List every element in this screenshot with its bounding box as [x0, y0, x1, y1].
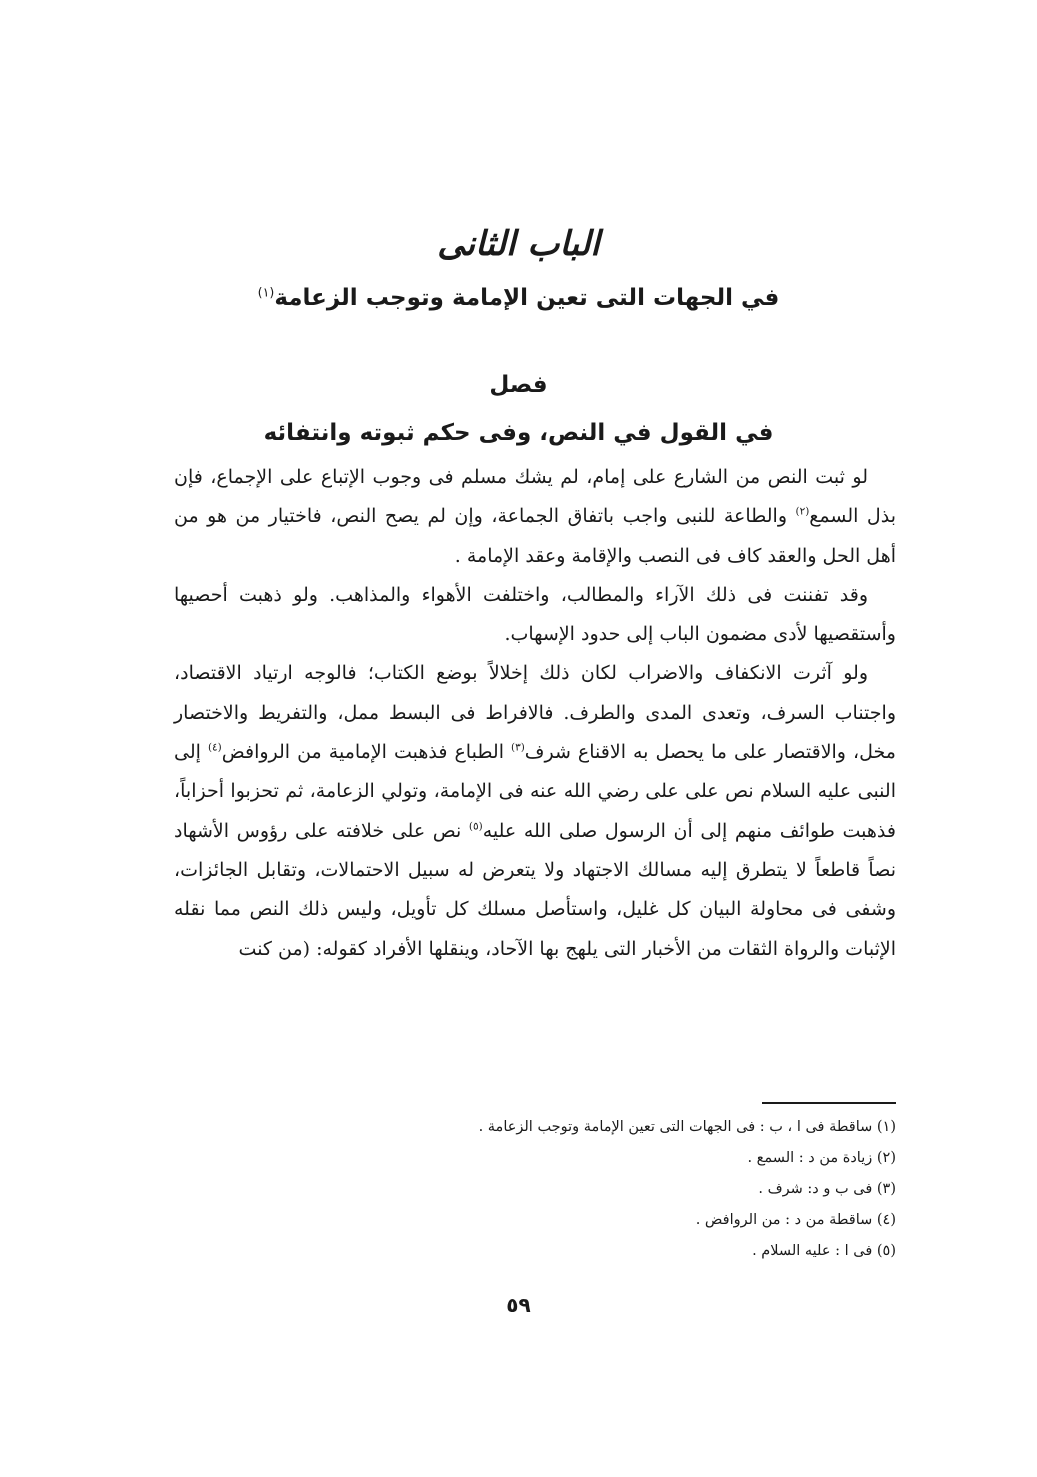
section-label: فصل	[489, 372, 548, 398]
footnote-1: (١) ساقطة فى ا ، ب : فى الجهات التى تعين الإمامة وتوجب الزعامة .	[478, 1119, 896, 1135]
paragraph-1-text-a: لو ثبت النص من الشارع على إمام، لم يشك مسلم فى وجوب الإتباع على الإجماع، فإن بذل السمع	[174, 466, 896, 528]
body-text	[174, 458, 896, 969]
footnote-5: (٥) فى ا : عليه السلام .	[752, 1243, 896, 1259]
footnote-4: (٤) ساقطة من د : من الروافض .	[695, 1212, 896, 1228]
footnote-3: (٣) فى ب و د: شرف .	[758, 1181, 896, 1197]
paragraph-3-text-a: ولو آثرت الانكفاف والاضراب لكان ذلك إخلالاً بوضع الكتاب؛ فالوجه ارتياد الاقتصاد، واجتناب السرف، وتعدى المدى والطرف. فالافراط فى البسط ممل، والتفريط والاختصار مخل، والاقتصار على ما يحصل به الاقناع شرف	[174, 662, 896, 764]
footnote-2: (٢) زيادة من د : السمع .	[747, 1150, 896, 1166]
paragraph-3-text-b: الطباع فذهبت الإمامية من الروافض	[221, 741, 512, 764]
paragraph-3-text-d: نص على خلافته على رؤوس الأشهاد نصاً قاطعاً لا يتطرق إليه مسالك الاجتهاد ولا يتعرض له سبيل الاحتمالات، وتقابل الجائزات، وشفى فى محاولة البيان كل غليل، واستأصل مسلك كل تأويل، وليس ذلك النص مما نقله الإثبات والرواة الثقات من الأخبار التى يلهج بها الآحاد، وينقلها الأفراد كقوله: (من كنت	[174, 819, 896, 960]
chapter-title: الباب الثانى	[437, 224, 600, 264]
chapter-subtitle	[0, 280, 1037, 316]
paragraph-2: وقد تفننت فى ذلك الآراء والمطالب، واختلفت الأهواء والمذاهب. ولو ذهبت أحصيها وأستقصيها لأدى مضمون الباب إلى حدود الإسهاب.	[174, 583, 896, 646]
paragraph-1-text-b: والطاعة للنبى واجب باتفاق الجماعة، وإن لم يصح النص، فاختيار من هو من أهل الحل والعقد كاف فى النصب والإقامة وعقد الإمامة .	[174, 505, 896, 567]
chapter-subtitle-text: في الجهات التى تعين الإمامة وتوجب الزعامة	[274, 285, 780, 311]
footnote-ref-4: (٤)	[207, 741, 222, 754]
footnote-ref-1: (١)	[257, 284, 275, 300]
footnote-separator	[762, 1102, 896, 1104]
paragraph-3-text-c: إلى النبى عليه السلام نص على على رضي الله عنه فى الإمامة، وتولي الزعامة، ثم تحزبوا أحزاباً، فذهبت طوائف منهم إلى أن الرسول صلى الله عليه	[174, 741, 896, 842]
paragraph-3	[174, 654, 896, 968]
footnote-ref-3: (٣)	[511, 741, 525, 754]
footnote-ref-5: (٥)	[468, 820, 483, 833]
page-number: ٥٩	[506, 1293, 531, 1317]
footnotes	[356, 1112, 896, 1267]
section-title: في القول في النص، وفى حكم ثبوته وانتفائه	[263, 420, 774, 446]
footnote-ref-2: (٢)	[795, 505, 810, 518]
paragraph-1	[174, 458, 896, 576]
